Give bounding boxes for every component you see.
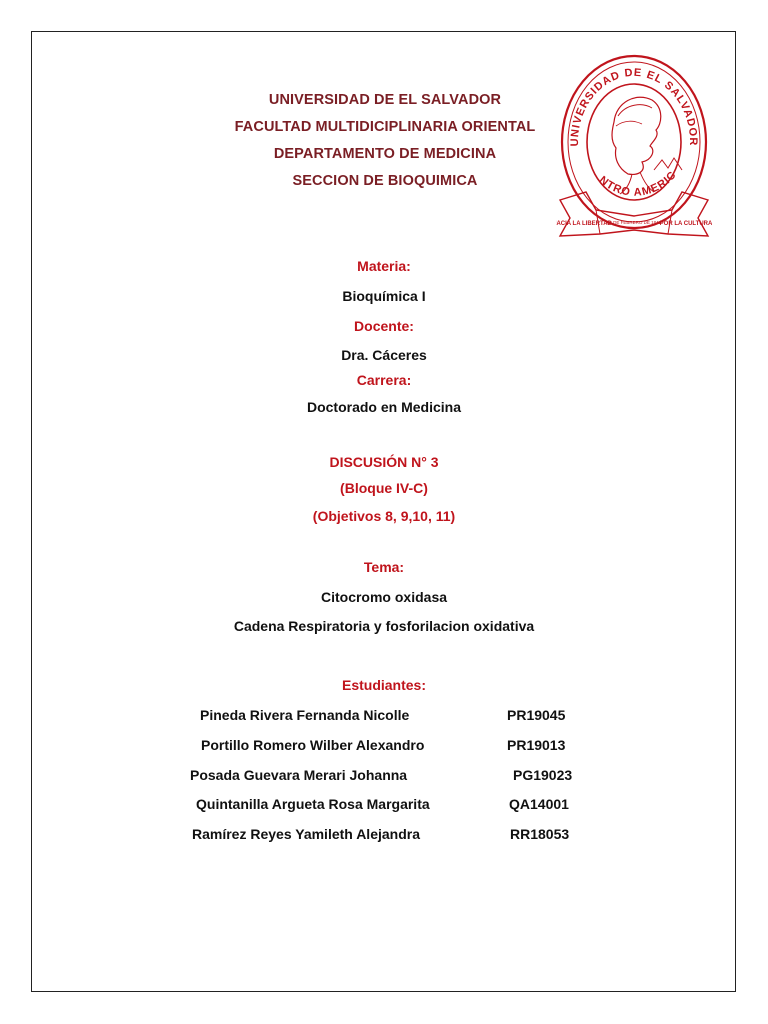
tema-line-1: Citocromo oxidasa	[320, 589, 448, 605]
student-name: Portillo Romero Wilber Alexandro	[201, 737, 425, 753]
carrera-label: Carrera:	[356, 372, 412, 388]
student-id: PG19023	[513, 767, 573, 783]
student-id: PR19045	[507, 707, 566, 723]
faculty-name: FACULTAD MULTIDICIPLINARIA ORIENTAL	[234, 119, 536, 135]
student-name: Ramírez Reyes Yamileth Alejandra	[192, 826, 420, 842]
university-seal-logo	[556, 50, 712, 246]
student-name: Posada Guevara Merari Johanna	[190, 767, 408, 783]
section-name: SECCION DE BIOQUIMICA	[292, 173, 478, 189]
docente-label: Docente:	[354, 318, 414, 334]
student-name: Quintanilla Argueta Rosa Margarita	[196, 796, 430, 812]
materia-value: Bioquímica I	[342, 288, 426, 304]
tema-label: Tema:	[363, 559, 405, 575]
student-id: PR19013	[507, 737, 566, 753]
tema-line-2: Cadena Respiratoria y fosforilacion oxidativa	[233, 618, 535, 634]
seal-date-text: 16 DE FEBRERO DE 1841	[606, 220, 662, 225]
discussion-block: (Bloque IV-C)	[340, 480, 428, 496]
materia-label: Materia:	[357, 258, 411, 274]
students-label: Estudiantes:	[341, 677, 426, 693]
department-name: DEPARTAMENTO DE MEDICINA	[273, 146, 497, 162]
seal-top-text: UNIVERSIDAD DE EL SALVADOR	[568, 66, 700, 147]
seal-right-ribbon-text: POR LA CULTURA	[659, 221, 712, 227]
svg-text:UNIVERSIDAD DE EL SALVADOR	[569, 67, 699, 147]
seal-left-ribbon-text: HACIA LA LIBERTAD	[556, 221, 612, 227]
docente-value: Dra. Cáceres	[341, 347, 427, 363]
student-id: QA14001	[509, 796, 569, 812]
university-name: UNIVERSIDAD DE EL SALVADOR	[268, 92, 502, 108]
student-id: RR18053	[510, 826, 570, 842]
seal-bottom-text: NTRO AMERIC	[596, 168, 680, 199]
carrera-value: Doctorado en Medicina	[306, 399, 462, 415]
discussion-objectives: (Objetivos 8, 9,10, 11)	[312, 508, 456, 524]
discussion-title: DISCUSIÓN N° 3	[329, 454, 439, 470]
student-name: Pineda Rivera Fernanda Nicolle	[200, 707, 410, 723]
